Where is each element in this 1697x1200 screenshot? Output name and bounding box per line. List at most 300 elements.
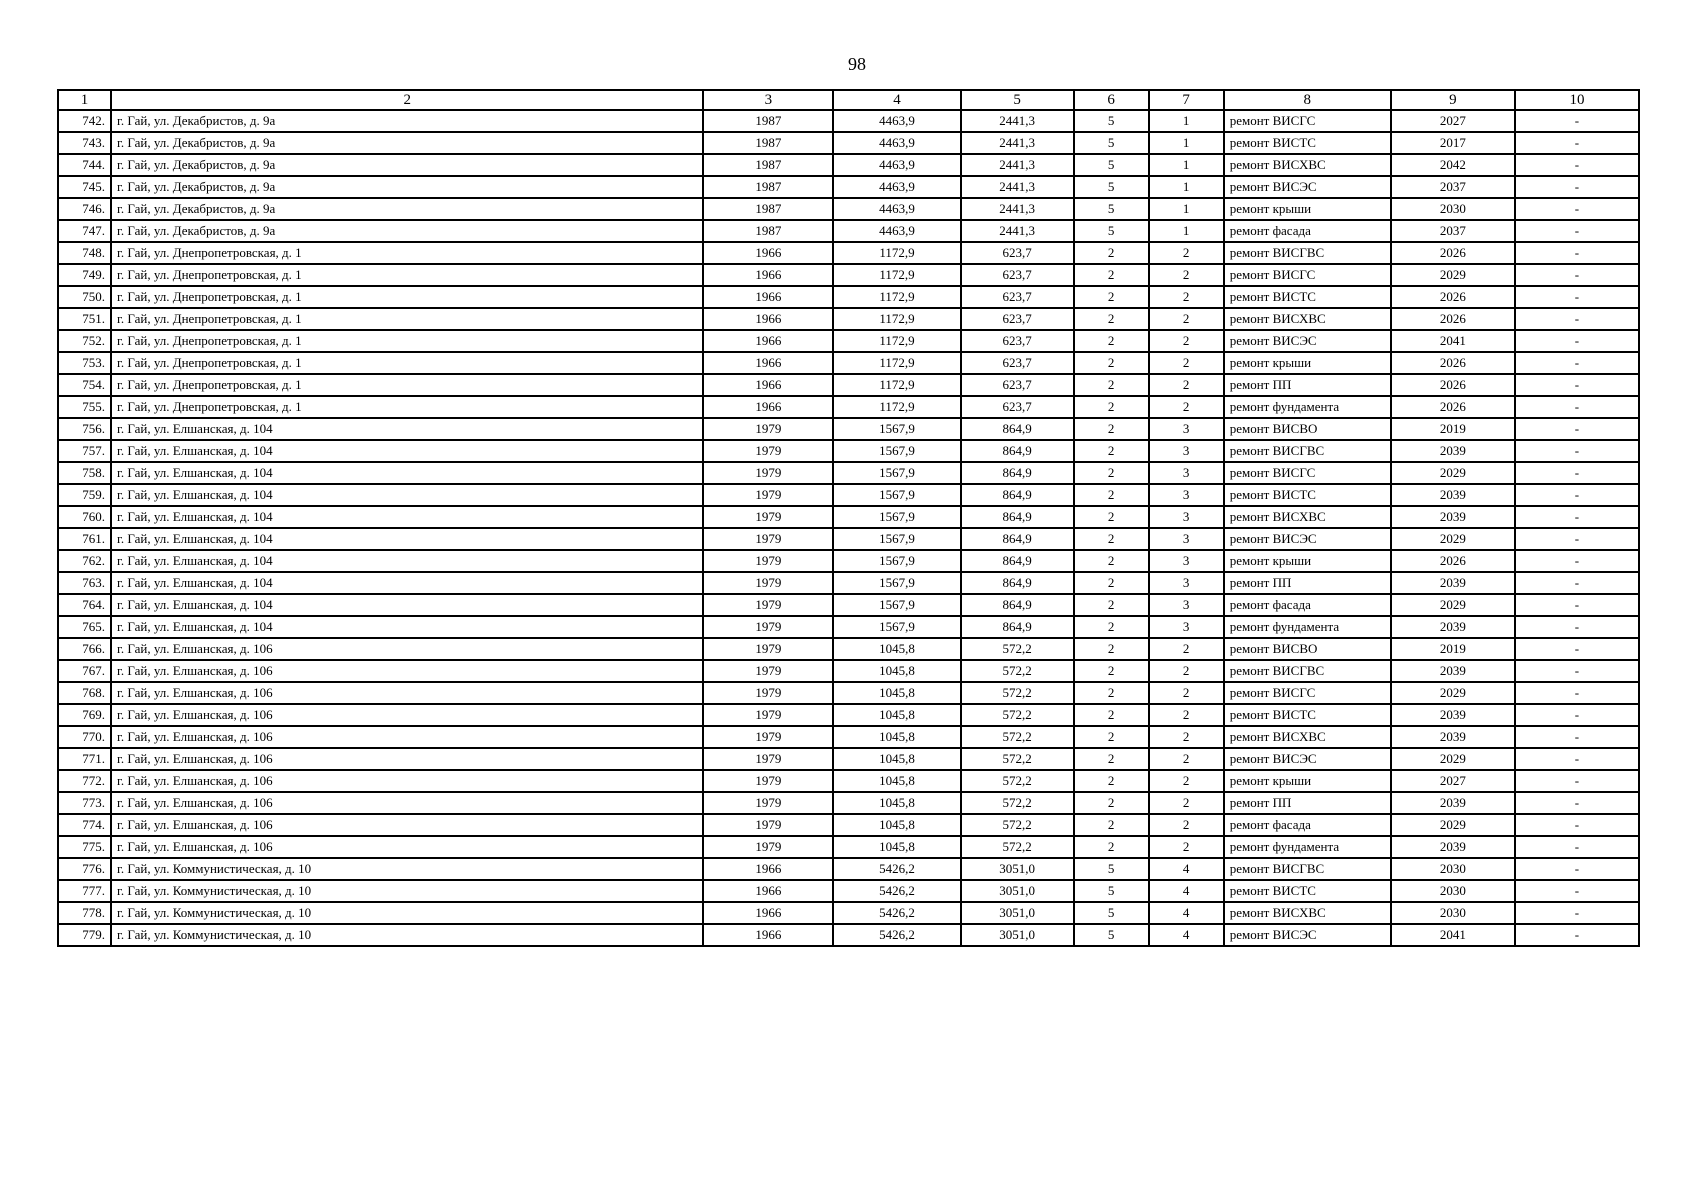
- address-cell: г. Гай, ул. Декабристов, д. 9а: [111, 176, 703, 198]
- entrances-cell: 1: [1149, 154, 1224, 176]
- address-cell: г. Гай, ул. Елшанская, д. 104: [111, 462, 703, 484]
- address-cell: г. Гай, ул. Декабристов, д. 9а: [111, 132, 703, 154]
- table-row: [58, 770, 1639, 792]
- build-year-cell: 1979: [703, 594, 833, 616]
- living-area-cell: 864,9: [961, 418, 1074, 440]
- floors-cell: 2: [1074, 242, 1149, 264]
- work-type-cell: ремонт ВИСЭС: [1224, 176, 1391, 198]
- address-cell: г. Гай, ул. Елшанская, д. 106: [111, 660, 703, 682]
- living-area-cell: 2441,3: [961, 176, 1074, 198]
- row-number-cell: 779.: [58, 924, 111, 946]
- column-header-7: 7: [1149, 90, 1224, 110]
- table-row: [58, 264, 1639, 286]
- entrances-cell: 1: [1149, 220, 1224, 242]
- note-cell: -: [1515, 330, 1639, 352]
- planned-year-cell: 2026: [1391, 242, 1515, 264]
- note-cell: -: [1515, 858, 1639, 880]
- row-number-cell: 764.: [58, 594, 111, 616]
- work-type-cell: ремонт ВИСТС: [1224, 704, 1391, 726]
- floors-cell: 5: [1074, 924, 1149, 946]
- table-row: [58, 242, 1639, 264]
- table-body: [58, 110, 1639, 946]
- row-number-cell: 756.: [58, 418, 111, 440]
- note-cell: -: [1515, 726, 1639, 748]
- row-number-cell: 770.: [58, 726, 111, 748]
- build-year-cell: 1979: [703, 660, 833, 682]
- work-type-cell: ремонт ВИСТС: [1224, 286, 1391, 308]
- work-type-cell: ремонт ВИСЭС: [1224, 748, 1391, 770]
- planned-year-cell: 2037: [1391, 176, 1515, 198]
- row-number-cell: 771.: [58, 748, 111, 770]
- planned-year-cell: 2039: [1391, 726, 1515, 748]
- living-area-cell: 864,9: [961, 462, 1074, 484]
- planned-year-cell: 2039: [1391, 704, 1515, 726]
- entrances-cell: 2: [1149, 814, 1224, 836]
- planned-year-cell: 2030: [1391, 902, 1515, 924]
- work-type-cell: ремонт ВИСХВС: [1224, 154, 1391, 176]
- note-cell: -: [1515, 594, 1639, 616]
- build-year-cell: 1979: [703, 682, 833, 704]
- build-year-cell: 1979: [703, 792, 833, 814]
- total-area-cell: 5426,2: [833, 924, 960, 946]
- work-type-cell: ремонт ВИСХВС: [1224, 902, 1391, 924]
- note-cell: -: [1515, 440, 1639, 462]
- floors-cell: 5: [1074, 220, 1149, 242]
- address-cell: г. Гай, ул. Елшанская, д. 104: [111, 528, 703, 550]
- column-header-1: 1: [58, 90, 111, 110]
- note-cell: -: [1515, 924, 1639, 946]
- planned-year-cell: 2041: [1391, 330, 1515, 352]
- column-header-6: 6: [1074, 90, 1149, 110]
- address-cell: г. Гай, ул. Днепропетровская, д. 1: [111, 264, 703, 286]
- note-cell: -: [1515, 484, 1639, 506]
- planned-year-cell: 2039: [1391, 484, 1515, 506]
- note-cell: -: [1515, 198, 1639, 220]
- note-cell: -: [1515, 770, 1639, 792]
- build-year-cell: 1966: [703, 880, 833, 902]
- planned-year-cell: 2019: [1391, 418, 1515, 440]
- row-number-cell: 776.: [58, 858, 111, 880]
- entrances-cell: 2: [1149, 748, 1224, 770]
- total-area-cell: 1172,9: [833, 264, 960, 286]
- total-area-cell: 1045,8: [833, 638, 960, 660]
- table-row: [58, 484, 1639, 506]
- entrances-cell: 3: [1149, 440, 1224, 462]
- total-area-cell: 4463,9: [833, 132, 960, 154]
- table-row: [58, 374, 1639, 396]
- planned-year-cell: 2039: [1391, 506, 1515, 528]
- table-row: [58, 550, 1639, 572]
- work-type-cell: ремонт фасада: [1224, 594, 1391, 616]
- entrances-cell: 2: [1149, 660, 1224, 682]
- build-year-cell: 1966: [703, 352, 833, 374]
- total-area-cell: 1567,9: [833, 462, 960, 484]
- total-area-cell: 1045,8: [833, 792, 960, 814]
- note-cell: -: [1515, 748, 1639, 770]
- work-type-cell: ремонт ВИСТС: [1224, 484, 1391, 506]
- build-year-cell: 1979: [703, 550, 833, 572]
- note-cell: -: [1515, 242, 1639, 264]
- work-type-cell: ремонт ВИСГС: [1224, 682, 1391, 704]
- table-row: [58, 154, 1639, 176]
- note-cell: -: [1515, 462, 1639, 484]
- work-type-cell: ремонт ВИСВО: [1224, 418, 1391, 440]
- column-header-2: 2: [111, 90, 703, 110]
- living-area-cell: 572,2: [961, 836, 1074, 858]
- note-cell: -: [1515, 902, 1639, 924]
- entrances-cell: 1: [1149, 110, 1224, 132]
- row-number-cell: 767.: [58, 660, 111, 682]
- table-row: [58, 704, 1639, 726]
- row-number-cell: 761.: [58, 528, 111, 550]
- living-area-cell: 2441,3: [961, 220, 1074, 242]
- table-row: [58, 660, 1639, 682]
- floors-cell: 5: [1074, 154, 1149, 176]
- work-type-cell: ремонт ВИСТС: [1224, 132, 1391, 154]
- address-cell: г. Гай, ул. Елшанская, д. 104: [111, 616, 703, 638]
- page-number: 98: [848, 54, 866, 74]
- entrances-cell: 3: [1149, 418, 1224, 440]
- table-row: [58, 814, 1639, 836]
- table-row: [58, 748, 1639, 770]
- row-number-cell: 752.: [58, 330, 111, 352]
- planned-year-cell: 2029: [1391, 528, 1515, 550]
- floors-cell: 2: [1074, 770, 1149, 792]
- table-row: [58, 638, 1639, 660]
- note-cell: -: [1515, 264, 1639, 286]
- address-cell: г. Гай, ул. Декабристов, д. 9а: [111, 220, 703, 242]
- floors-cell: 5: [1074, 110, 1149, 132]
- work-type-cell: ремонт ВИСХВС: [1224, 506, 1391, 528]
- living-area-cell: 864,9: [961, 528, 1074, 550]
- work-type-cell: ремонт фундамента: [1224, 616, 1391, 638]
- entrances-cell: 2: [1149, 792, 1224, 814]
- table-row: [58, 902, 1639, 924]
- living-area-cell: 572,2: [961, 770, 1074, 792]
- build-year-cell: 1979: [703, 418, 833, 440]
- work-type-cell: ремонт ПП: [1224, 374, 1391, 396]
- total-area-cell: 1172,9: [833, 308, 960, 330]
- work-type-cell: ремонт ВИСЭС: [1224, 330, 1391, 352]
- row-number-cell: 772.: [58, 770, 111, 792]
- work-type-cell: ремонт фундамента: [1224, 836, 1391, 858]
- address-cell: г. Гай, ул. Елшанская, д. 104: [111, 440, 703, 462]
- living-area-cell: 864,9: [961, 572, 1074, 594]
- total-area-cell: 1567,9: [833, 484, 960, 506]
- work-type-cell: ремонт ВИСГВС: [1224, 440, 1391, 462]
- floors-cell: 2: [1074, 616, 1149, 638]
- build-year-cell: 1987: [703, 132, 833, 154]
- build-year-cell: 1979: [703, 440, 833, 462]
- column-number-header-row: [58, 90, 1639, 110]
- floors-cell: 2: [1074, 484, 1149, 506]
- living-area-cell: 3051,0: [961, 924, 1074, 946]
- total-area-cell: 1172,9: [833, 330, 960, 352]
- entrances-cell: 4: [1149, 880, 1224, 902]
- floors-cell: 2: [1074, 726, 1149, 748]
- planned-year-cell: 2039: [1391, 440, 1515, 462]
- work-type-cell: ремонт ПП: [1224, 572, 1391, 594]
- floors-cell: 5: [1074, 198, 1149, 220]
- work-type-cell: ремонт ВИСЭС: [1224, 924, 1391, 946]
- planned-year-cell: 2026: [1391, 286, 1515, 308]
- total-area-cell: 1172,9: [833, 286, 960, 308]
- build-year-cell: 1987: [703, 220, 833, 242]
- planned-year-cell: 2026: [1391, 550, 1515, 572]
- table-row: [58, 220, 1639, 242]
- column-header-9: 9: [1391, 90, 1515, 110]
- address-cell: г. Гай, ул. Декабристов, д. 9а: [111, 198, 703, 220]
- planned-year-cell: 2030: [1391, 880, 1515, 902]
- note-cell: -: [1515, 638, 1639, 660]
- living-area-cell: 3051,0: [961, 902, 1074, 924]
- work-type-cell: ремонт ВИСГС: [1224, 462, 1391, 484]
- work-type-cell: ремонт ВИСТС: [1224, 880, 1391, 902]
- work-type-cell: ремонт ПП: [1224, 792, 1391, 814]
- table-row: [58, 572, 1639, 594]
- planned-year-cell: 2029: [1391, 748, 1515, 770]
- address-cell: г. Гай, ул. Днепропетровская, д. 1: [111, 308, 703, 330]
- work-type-cell: ремонт ВИСГВС: [1224, 858, 1391, 880]
- planned-year-cell: 2026: [1391, 308, 1515, 330]
- note-cell: -: [1515, 660, 1639, 682]
- entrances-cell: 3: [1149, 484, 1224, 506]
- row-number-cell: 765.: [58, 616, 111, 638]
- total-area-cell: 1567,9: [833, 528, 960, 550]
- row-number-cell: 753.: [58, 352, 111, 374]
- work-type-cell: ремонт крыши: [1224, 550, 1391, 572]
- build-year-cell: 1979: [703, 770, 833, 792]
- table-row: [58, 924, 1639, 946]
- entrances-cell: 3: [1149, 616, 1224, 638]
- row-number-cell: 774.: [58, 814, 111, 836]
- repair-schedule-table: [57, 89, 1640, 947]
- note-cell: -: [1515, 506, 1639, 528]
- address-cell: г. Гай, ул. Днепропетровская, д. 1: [111, 374, 703, 396]
- total-area-cell: 1567,9: [833, 506, 960, 528]
- living-area-cell: 572,2: [961, 748, 1074, 770]
- table-row: [58, 352, 1639, 374]
- work-type-cell: ремонт крыши: [1224, 770, 1391, 792]
- floors-cell: 5: [1074, 858, 1149, 880]
- work-type-cell: ремонт ВИСГС: [1224, 264, 1391, 286]
- entrances-cell: 3: [1149, 462, 1224, 484]
- floors-cell: 2: [1074, 792, 1149, 814]
- total-area-cell: 1045,8: [833, 726, 960, 748]
- address-cell: г. Гай, ул. Елшанская, д. 106: [111, 682, 703, 704]
- entrances-cell: 2: [1149, 682, 1224, 704]
- build-year-cell: 1979: [703, 748, 833, 770]
- living-area-cell: 864,9: [961, 506, 1074, 528]
- note-cell: -: [1515, 792, 1639, 814]
- build-year-cell: 1979: [703, 638, 833, 660]
- floors-cell: 2: [1074, 704, 1149, 726]
- living-area-cell: 623,7: [961, 286, 1074, 308]
- address-cell: г. Гай, ул. Днепропетровская, д. 1: [111, 242, 703, 264]
- address-cell: г. Гай, ул. Декабристов, д. 9а: [111, 154, 703, 176]
- build-year-cell: 1966: [703, 374, 833, 396]
- table-row: [58, 880, 1639, 902]
- address-cell: г. Гай, ул. Елшанская, д. 104: [111, 506, 703, 528]
- planned-year-cell: 2030: [1391, 858, 1515, 880]
- row-number-cell: 744.: [58, 154, 111, 176]
- planned-year-cell: 2039: [1391, 616, 1515, 638]
- floors-cell: 2: [1074, 418, 1149, 440]
- floors-cell: 2: [1074, 462, 1149, 484]
- floors-cell: 5: [1074, 902, 1149, 924]
- living-area-cell: 2441,3: [961, 154, 1074, 176]
- build-year-cell: 1979: [703, 484, 833, 506]
- table-row: [58, 462, 1639, 484]
- row-number-cell: 758.: [58, 462, 111, 484]
- entrances-cell: 4: [1149, 924, 1224, 946]
- floors-cell: 2: [1074, 286, 1149, 308]
- living-area-cell: 572,2: [961, 638, 1074, 660]
- build-year-cell: 1966: [703, 264, 833, 286]
- living-area-cell: 864,9: [961, 594, 1074, 616]
- living-area-cell: 572,2: [961, 682, 1074, 704]
- row-number-cell: 755.: [58, 396, 111, 418]
- table-row: [58, 594, 1639, 616]
- build-year-cell: 1987: [703, 154, 833, 176]
- total-area-cell: 1567,9: [833, 440, 960, 462]
- living-area-cell: 572,2: [961, 660, 1074, 682]
- floors-cell: 2: [1074, 396, 1149, 418]
- living-area-cell: 864,9: [961, 550, 1074, 572]
- note-cell: -: [1515, 132, 1639, 154]
- total-area-cell: 4463,9: [833, 110, 960, 132]
- build-year-cell: 1966: [703, 858, 833, 880]
- total-area-cell: 1567,9: [833, 616, 960, 638]
- build-year-cell: 1979: [703, 616, 833, 638]
- living-area-cell: 623,7: [961, 374, 1074, 396]
- work-type-cell: ремонт ВИСГВС: [1224, 242, 1391, 264]
- row-number-cell: 769.: [58, 704, 111, 726]
- total-area-cell: 4463,9: [833, 176, 960, 198]
- living-area-cell: 2441,3: [961, 198, 1074, 220]
- planned-year-cell: 2041: [1391, 924, 1515, 946]
- floors-cell: 2: [1074, 550, 1149, 572]
- build-year-cell: 1966: [703, 924, 833, 946]
- planned-year-cell: 2029: [1391, 462, 1515, 484]
- living-area-cell: 2441,3: [961, 110, 1074, 132]
- living-area-cell: 2441,3: [961, 132, 1074, 154]
- planned-year-cell: 2029: [1391, 264, 1515, 286]
- work-type-cell: ремонт ВИСВО: [1224, 638, 1391, 660]
- living-area-cell: 572,2: [961, 792, 1074, 814]
- planned-year-cell: 2027: [1391, 110, 1515, 132]
- note-cell: -: [1515, 352, 1639, 374]
- note-cell: -: [1515, 154, 1639, 176]
- planned-year-cell: 2029: [1391, 814, 1515, 836]
- row-number-cell: 760.: [58, 506, 111, 528]
- build-year-cell: 1987: [703, 198, 833, 220]
- address-cell: г. Гай, ул. Елшанская, д. 104: [111, 484, 703, 506]
- floors-cell: 2: [1074, 572, 1149, 594]
- address-cell: г. Гай, ул. Коммунистическая, д. 10: [111, 880, 703, 902]
- floors-cell: 2: [1074, 682, 1149, 704]
- floors-cell: 2: [1074, 660, 1149, 682]
- build-year-cell: 1979: [703, 528, 833, 550]
- total-area-cell: 1045,8: [833, 660, 960, 682]
- floors-cell: 2: [1074, 440, 1149, 462]
- work-type-cell: ремонт ВИСГВС: [1224, 660, 1391, 682]
- build-year-cell: 1987: [703, 110, 833, 132]
- row-number-cell: 743.: [58, 132, 111, 154]
- table-row: [58, 330, 1639, 352]
- floors-cell: 2: [1074, 528, 1149, 550]
- work-type-cell: ремонт ВИСГС: [1224, 110, 1391, 132]
- column-header-4: 4: [833, 90, 960, 110]
- note-cell: -: [1515, 880, 1639, 902]
- planned-year-cell: 2027: [1391, 770, 1515, 792]
- floors-cell: 2: [1074, 836, 1149, 858]
- living-area-cell: 623,7: [961, 242, 1074, 264]
- total-area-cell: 1045,8: [833, 770, 960, 792]
- build-year-cell: 1966: [703, 330, 833, 352]
- table-row: [58, 198, 1639, 220]
- build-year-cell: 1966: [703, 902, 833, 924]
- entrances-cell: 2: [1149, 330, 1224, 352]
- column-header-5: 5: [961, 90, 1074, 110]
- entrances-cell: 2: [1149, 836, 1224, 858]
- address-cell: г. Гай, ул. Елшанская, д. 106: [111, 770, 703, 792]
- planned-year-cell: 2019: [1391, 638, 1515, 660]
- entrances-cell: 1: [1149, 198, 1224, 220]
- living-area-cell: 3051,0: [961, 880, 1074, 902]
- floors-cell: 5: [1074, 880, 1149, 902]
- note-cell: -: [1515, 814, 1639, 836]
- entrances-cell: 3: [1149, 506, 1224, 528]
- build-year-cell: 1966: [703, 242, 833, 264]
- entrances-cell: 2: [1149, 374, 1224, 396]
- work-type-cell: ремонт ВИСЭС: [1224, 528, 1391, 550]
- total-area-cell: 1567,9: [833, 594, 960, 616]
- entrances-cell: 2: [1149, 396, 1224, 418]
- total-area-cell: 1172,9: [833, 374, 960, 396]
- living-area-cell: 623,7: [961, 396, 1074, 418]
- living-area-cell: 623,7: [961, 330, 1074, 352]
- note-cell: -: [1515, 704, 1639, 726]
- entrances-cell: 2: [1149, 308, 1224, 330]
- entrances-cell: 2: [1149, 726, 1224, 748]
- note-cell: -: [1515, 176, 1639, 198]
- floors-cell: 2: [1074, 308, 1149, 330]
- build-year-cell: 1979: [703, 704, 833, 726]
- build-year-cell: 1979: [703, 814, 833, 836]
- table-row: [58, 726, 1639, 748]
- entrances-cell: 3: [1149, 550, 1224, 572]
- row-number-cell: 745.: [58, 176, 111, 198]
- planned-year-cell: 2030: [1391, 198, 1515, 220]
- work-type-cell: ремонт крыши: [1224, 198, 1391, 220]
- living-area-cell: 572,2: [961, 726, 1074, 748]
- build-year-cell: 1979: [703, 836, 833, 858]
- row-number-cell: 775.: [58, 836, 111, 858]
- total-area-cell: 1045,8: [833, 682, 960, 704]
- build-year-cell: 1966: [703, 396, 833, 418]
- entrances-cell: 2: [1149, 770, 1224, 792]
- note-cell: -: [1515, 836, 1639, 858]
- total-area-cell: 1567,9: [833, 418, 960, 440]
- address-cell: г. Гай, ул. Елшанская, д. 106: [111, 814, 703, 836]
- table-row: [58, 176, 1639, 198]
- total-area-cell: 1172,9: [833, 242, 960, 264]
- address-cell: г. Гай, ул. Днепропетровская, д. 1: [111, 330, 703, 352]
- row-number-cell: 749.: [58, 264, 111, 286]
- entrances-cell: 2: [1149, 264, 1224, 286]
- row-number-cell: 762.: [58, 550, 111, 572]
